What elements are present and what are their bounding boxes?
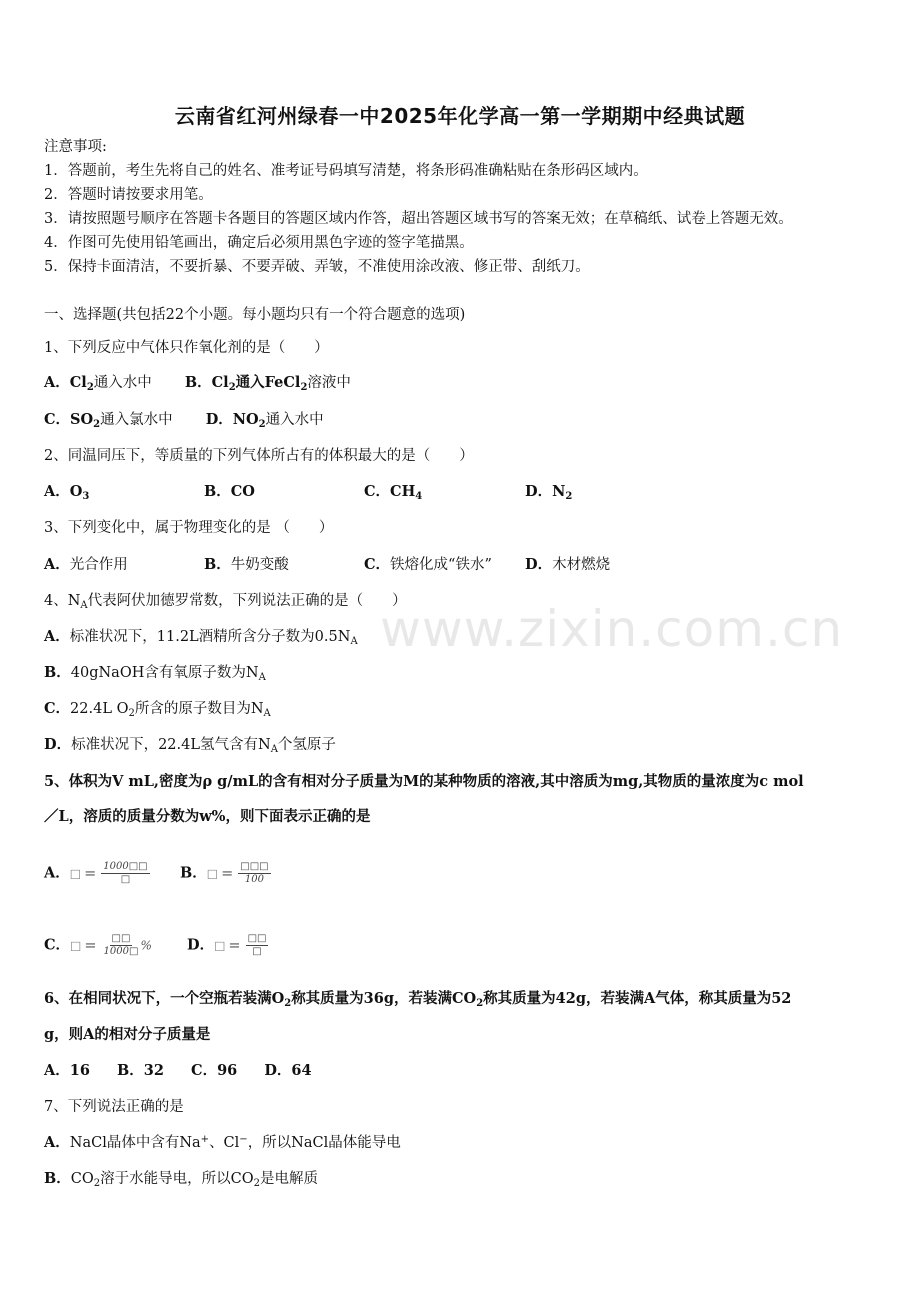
q2-option-b: B．CO (204, 483, 255, 500)
q5-d-fraction: $\frac{□□}{□}$ (247, 933, 267, 957)
q6-options (44, 1061, 312, 1081)
q5-stem-line2: ／L，溶质的质量分数为w%，则下面表示正确的是 (44, 808, 371, 825)
q5-stem-line1: 5、体积为V mL,密度为ρ g/mL的含有相对分子质量为M的某种物质的溶液,其中溶质为mg,其物质的量浓度为c mol (44, 773, 804, 790)
q6-option-c: C．96 (191, 1062, 238, 1079)
notice-item-3: 3．请按照题号顺序在答题卡各题目的答题区域内作答，超出答题区域书写的答案无效；在草稿纸、试卷上答题无效。 (44, 211, 793, 227)
watermark: www.zixin.com.cn (380, 600, 844, 658)
q1-options-2 (44, 410, 324, 430)
q5-c-fraction: $\frac{□□}{1000□}$ (103, 933, 139, 957)
section-heading: 一、选择题(共包括22个小题。每小题均只有一个符合题意的选项) (44, 307, 466, 323)
q2-option-a: A．$O_3$ (44, 483, 90, 502)
q1-options (44, 373, 351, 393)
notice-item-2: 2．答题时请按要求用笔。 (44, 187, 213, 203)
q4-stem: 4、$N_A$代表阿伏加德罗常数，下列说法正确的是（ ） (44, 593, 407, 611)
q4-option-c: C．22.4L $O_2$所含的原子数目为$N_A$ (44, 700, 271, 719)
q1-option-d: D．$NO_2$通入水中 (205, 411, 324, 430)
notice-item-1: 1．答题前，考生先将自己的姓名、准考证号码填写清楚，将条形码准确粘贴在条形码区域内。 (44, 163, 648, 179)
q2-option-c: C．$CH_4$ (364, 483, 423, 502)
q2-option-d: D．$N_2$ (525, 483, 573, 502)
q3-option-a: A．光合作用 (44, 556, 128, 573)
q3-option-b: B．牛奶变酸 (204, 556, 289, 573)
q5-b-fraction: $\frac{□□□}{100}$ (240, 861, 269, 885)
notice-heading: 注意事项: (44, 139, 107, 155)
q2-stem: 2、同温同压下，等质量的下列气体所占有的体积最大的是（ ） (44, 448, 474, 464)
q3-option-d: D．木材燃烧 (525, 556, 611, 573)
q5-option-a: A．□ = $\frac{1000□□}{□}$ (44, 861, 148, 885)
q1-option-c: C．$SO_2$通入氯水中 (44, 411, 173, 430)
q1-option-b: B．$Cl_2$通入FeCl$_2$溶液中 (184, 374, 351, 393)
q7-stem: 7、下列说法正确的是 (44, 1099, 184, 1115)
q3-stem: 3、下列变化中，属于物理变化的是 （ ） (44, 520, 334, 536)
q7-option-b: B．$CO_2$溶于水能导电，所以$CO_2$是电解质 (44, 1170, 318, 1189)
q3-option-c: C．铁熔化成“铁水” (364, 556, 492, 573)
q5-a-fraction: $\frac{1000□□}{□}$ (103, 861, 148, 885)
q4-option-a: A．标准状况下，11.2L酒精所含分子数为$0.5N_A$ (44, 628, 358, 647)
q4-option-b: B．40gNaOH含有氧原子数为$N_A$ (44, 664, 266, 683)
page-title: 云南省红河州绿春一中2025年化学高一第一学期期中经典试题 (174, 104, 746, 128)
q6-option-d: D．64 (264, 1062, 312, 1079)
notice-item-4: 4．作图可先使用铅笔画出，确定后必须用黑色字迹的签字笔描黑。 (44, 235, 474, 251)
q4-option-d: D．标准状况下，22.4L氢气含有$N_A$个氢原子 (44, 736, 336, 755)
q6-stem-line1: 6、在相同状况下，一个空瓶若装满$O_2$称其质量为36g，若装满$CO_2$称其质量为42g，若装满A气体，称其质量为52 (44, 990, 792, 1009)
q7-option-a: A．NaCl晶体中含有Na+、Cl−，所以NaCl晶体能导电 (44, 1134, 401, 1151)
q6-option-a: A．16 (44, 1062, 90, 1079)
notice-item-5: 5．保持卡面清洁，不要折暴、不要弄破、弄皱，不准使用涂改液、修正带、刮纸刀。 (44, 259, 590, 275)
q5-option-b: B．□ = $\frac{□□□}{100}$ (180, 861, 269, 885)
q6-stem-line2: g，则A的相对分子质量是 (44, 1026, 211, 1043)
q5-option-d: D．□ = $\frac{□□}{□}$ (187, 933, 267, 957)
q1-stem: 1、下列反应中气体只作氧化剂的是（ ） (44, 340, 329, 356)
q6-option-b: B．32 (117, 1062, 164, 1079)
q1-option-a: A．$Cl_2$通入水中 (44, 374, 152, 393)
q5-option-c: C．□ = $\frac{□□}{1000□}$ % (44, 933, 152, 957)
